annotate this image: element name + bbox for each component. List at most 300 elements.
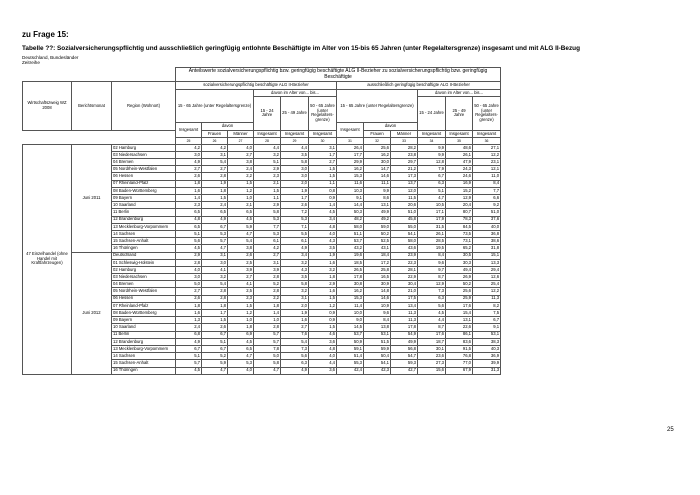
value-cell: 1,6 (309, 259, 337, 266)
value-cell: 15,4 (446, 310, 473, 317)
value-cell: 1,8 (202, 302, 228, 309)
svp-maenner: Männer (228, 130, 254, 138)
value-cell: 13,1 (364, 202, 391, 209)
region-cell: 09 Bayern (112, 195, 176, 202)
value-cell: 8,6 (364, 195, 391, 202)
value-cell: 3,9 (228, 266, 254, 273)
value-cell: 4,9 (281, 367, 309, 374)
region-cell: 08 Baden-Württemberg (112, 187, 176, 194)
value-cell: 29,9 (337, 159, 364, 166)
value-cell: 7,3 (418, 288, 446, 295)
svp-age-50: 50 - 65 Jahre (unter Regelalters-grenze) (309, 97, 337, 131)
value-cell: 4,5 (176, 245, 202, 252)
value-cell: 3,0 (202, 259, 228, 266)
value-cell: 3,5 (281, 151, 309, 158)
value-cell: 5,4 (202, 159, 228, 166)
col-wz-header: Wirtschaftszweig WZ 2008 (23, 82, 72, 131)
value-cell: 51,0 (391, 209, 418, 216)
column-number: 29 (281, 138, 309, 145)
value-cell: 43,2 (337, 245, 364, 252)
value-cell: 1,1 (309, 180, 337, 187)
column-number: 25 (176, 138, 202, 145)
value-cell: 77,0 (446, 360, 473, 367)
agb-age-15-65: 15 - 65 Jahre (unter Regelaltersgrenze) (337, 89, 418, 123)
value-cell: 10,3 (337, 187, 364, 194)
region-cell: 03 Niedersachsen (112, 151, 176, 158)
value-cell: 2,2 (228, 173, 254, 180)
value-cell: 6,7 (202, 331, 228, 338)
value-cell: 6,3 (281, 360, 309, 367)
page-number: 25 (667, 427, 674, 433)
value-cell: 5,3 (202, 230, 228, 237)
value-cell: 3,1 (202, 151, 228, 158)
value-cell: 4,5 (418, 310, 446, 317)
value-cell: 53,1 (364, 331, 391, 338)
value-cell: 53,7 (337, 331, 364, 338)
value-cell: 6,7 (473, 317, 501, 324)
value-cell: 4,0 (309, 353, 337, 360)
value-cell: 1,5 (202, 317, 228, 324)
value-cell: 2,7 (228, 151, 254, 158)
value-cell: 6,5 (228, 345, 254, 352)
value-cell: 16,5 (364, 274, 391, 281)
value-cell: 2,8 (254, 288, 281, 295)
value-cell: 2,7 (309, 159, 337, 166)
value-cell: 12,2 (473, 151, 501, 158)
value-cell: 14,6 (364, 173, 391, 180)
region-cell: 16 Thüringen (112, 245, 176, 252)
value-cell: 36,8 (473, 230, 501, 237)
value-cell: 16,2 (337, 166, 364, 173)
value-cell: 2,6 (202, 324, 228, 331)
value-cell: 6,7 (176, 345, 202, 352)
value-cell: 14,4 (337, 202, 364, 209)
value-cell: 3,0 (176, 274, 202, 281)
value-cell: 9,7 (418, 266, 446, 273)
svp-age-15-65: 15 - 65 Jahre (unter Regelaltersgrenze) (176, 89, 254, 123)
col-month-header: Berichtsmonat (72, 82, 112, 131)
value-cell: 1,5 (228, 180, 254, 187)
value-cell: 3,4 (309, 216, 337, 223)
value-cell: 1,8 (309, 274, 337, 281)
value-cell: 12,6 (473, 274, 501, 281)
value-cell: 83,6 (446, 338, 473, 345)
value-cell: 8,4 (364, 317, 391, 324)
value-cell: 2,0 (281, 180, 309, 187)
value-cell: 51,5 (364, 338, 391, 345)
value-cell: 86,1 (446, 331, 473, 338)
value-cell: 5,3 (254, 216, 281, 223)
value-cell: 2,7 (281, 324, 309, 331)
value-cell: 31,5 (418, 223, 446, 230)
value-cell: 26,4 (337, 144, 364, 151)
value-cell: 42,3 (364, 367, 391, 374)
column-number: 33 (391, 138, 418, 145)
value-cell: 37,6 (473, 216, 501, 223)
value-cell: 1,5 (309, 295, 337, 302)
region-cell: 06 Hessen (112, 295, 176, 302)
value-cell: 15,3 (337, 173, 364, 180)
value-cell: 6,7 (202, 345, 228, 352)
value-cell: 6,7 (418, 173, 446, 180)
value-cell: 38,3 (473, 338, 501, 345)
value-cell: 58,0 (391, 238, 418, 245)
value-cell: 5,6 (281, 353, 309, 360)
value-cell: 84,5 (446, 223, 473, 230)
region-cell: 11 Berlin (112, 209, 176, 216)
value-cell: 4,9 (202, 216, 228, 223)
column-number: 30 (309, 138, 337, 145)
value-cell: 5,8 (281, 159, 309, 166)
value-cell: 7,1 (281, 223, 309, 230)
value-cell: 2,8 (202, 173, 228, 180)
value-cell: 31,8 (473, 245, 501, 252)
value-cell: 1,8 (176, 302, 202, 309)
value-cell: 23,6 (418, 353, 446, 360)
value-cell: 4,8 (309, 223, 337, 230)
value-cell: 2,3 (176, 202, 202, 209)
value-cell: 1,6 (176, 187, 202, 194)
value-cell: 54,9 (391, 331, 418, 338)
value-cell: 17,6 (446, 302, 473, 309)
value-cell: 50,3 (337, 209, 364, 216)
value-cell: 16,9 (446, 180, 473, 187)
value-cell: 4,9 (281, 245, 309, 252)
value-cell: 1,9 (281, 187, 309, 194)
value-cell: 17,5 (391, 295, 418, 302)
region-cell: 12 Brandenburg (112, 338, 176, 345)
svp-frauen: Frauen (202, 130, 228, 138)
value-cell: 8,4 (473, 180, 501, 187)
value-cell: 2,7 (254, 252, 281, 259)
value-cell: 3,6 (309, 338, 337, 345)
value-cell: 1,3 (176, 317, 202, 324)
value-cell: 9,6 (418, 259, 446, 266)
value-cell: 1,4 (254, 310, 281, 317)
value-cell: 25,8 (364, 266, 391, 273)
value-cell: 5,8 (281, 281, 309, 288)
column-number: 28 (254, 138, 281, 145)
value-cell: 15,6 (418, 367, 446, 374)
value-cell: 2,2 (254, 295, 281, 302)
value-cell: 10,9 (364, 302, 391, 309)
value-cell: 30,0 (364, 159, 391, 166)
value-cell: 45,8 (391, 216, 418, 223)
value-cell: 7,8 (254, 345, 281, 352)
value-cell: 59,3 (391, 360, 418, 367)
value-cell: 5,5 (281, 230, 309, 237)
value-cell: 11,5 (391, 195, 418, 202)
value-cell: 5,3 (254, 230, 281, 237)
main-header: Anteilswerte sozialversicherungspflichtig bzw. geringfügig beschäftigte ALG II-Bezieher zu sozialversicherungspflichtig bzw. geringfügig Beschäftigte (176, 68, 501, 82)
value-cell: 24,6 (446, 173, 473, 180)
value-cell: 2,4 (228, 166, 254, 173)
region-cell: 14 Sachsen (112, 353, 176, 360)
value-cell: 3,2 (281, 288, 309, 295)
value-cell: 3,8 (228, 159, 254, 166)
value-cell: 1,2 (228, 310, 254, 317)
value-cell: 50,2 (364, 230, 391, 237)
value-cell: 6,5 (202, 209, 228, 216)
value-cell: 28,1 (391, 266, 418, 273)
value-cell: 51,4 (337, 353, 364, 360)
value-cell: 15,3 (337, 295, 364, 302)
value-cell: 17,3 (391, 173, 418, 180)
value-cell: 13,1 (446, 317, 473, 324)
value-cell: 3,9 (254, 266, 281, 273)
value-cell: 59,9 (364, 345, 391, 352)
region-cell: 04 Bremen (112, 159, 176, 166)
value-cell: 4,1 (228, 281, 254, 288)
value-cell: 7,7 (473, 187, 501, 194)
value-cell: 2,7 (202, 166, 228, 173)
value-cell: 4,6 (309, 331, 337, 338)
column-number: 36 (473, 138, 501, 145)
value-cell: 4,9 (176, 159, 202, 166)
value-cell: 2,3 (228, 295, 254, 302)
value-cell: 30,4 (391, 281, 418, 288)
value-cell: 0,9 (309, 310, 337, 317)
region-cell: 14 Sachsen (112, 230, 176, 237)
value-cell: 2,8 (176, 259, 202, 266)
value-cell: 59,1 (337, 345, 364, 352)
value-cell: 11,6 (337, 180, 364, 187)
value-cell: 0,9 (309, 317, 337, 324)
region-cell: 12 Brandenburg (112, 216, 176, 223)
value-cell: 76,8 (446, 353, 473, 360)
value-cell: 3,2 (202, 274, 228, 281)
value-cell: 17,9 (418, 216, 446, 223)
value-cell: 73,1 (446, 238, 473, 245)
value-cell: 3,4 (281, 252, 309, 259)
value-cell: 12,8 (418, 159, 446, 166)
value-cell: 2,9 (309, 281, 337, 288)
column-number: 32 (364, 138, 391, 145)
value-cell: 6,8 (176, 331, 202, 338)
region-cell: 15 Sachsen-Anhalt (112, 360, 176, 367)
value-cell: 5,4 (228, 238, 254, 245)
value-cell: 8,2 (473, 302, 501, 309)
value-cell: 1,1 (254, 195, 281, 202)
page-heading: zu Frage 15: (22, 30, 69, 39)
agb-age-25-49-ins: Insgesamt (446, 130, 473, 138)
value-cell: 14,8 (364, 288, 391, 295)
value-cell: 17,8 (391, 324, 418, 331)
value-cell: 7,9 (418, 166, 446, 173)
value-cell: 56,8 (391, 345, 418, 352)
value-cell: 4,4 (309, 360, 337, 367)
value-cell: 9,0 (337, 317, 364, 324)
value-cell: 28,2 (391, 144, 418, 151)
value-cell: 5,7 (176, 360, 202, 367)
value-cell: 17,2 (364, 259, 391, 266)
value-cell: 2,6 (176, 173, 202, 180)
agb-davon: davon (364, 123, 418, 131)
value-cell: 9,9 (418, 144, 446, 151)
value-cell: 17,7 (337, 151, 364, 158)
value-cell: 1,7 (309, 151, 337, 158)
value-cell: 52,5 (364, 238, 391, 245)
value-cell: 26,1 (418, 230, 446, 237)
svp-age-25-49: 25 - 49 Jahre (281, 97, 309, 131)
value-cell: 54,7 (391, 353, 418, 360)
value-cell: 48,2 (337, 216, 364, 223)
value-cell: 1,5 (228, 302, 254, 309)
value-cell: 12,2 (473, 288, 501, 295)
agb-age-25-49: 25 - 49 Jahre (446, 97, 473, 131)
value-cell: 3,2 (254, 151, 281, 158)
value-cell: 3,5 (309, 245, 337, 252)
value-cell: 49,9 (364, 209, 391, 216)
value-cell: 4,8 (176, 216, 202, 223)
value-cell: 3,0 (281, 166, 309, 173)
value-cell: 20,4 (446, 202, 473, 209)
value-cell: 1,0 (228, 195, 254, 202)
value-cell: 5,8 (254, 360, 281, 367)
value-cell: 4,0 (228, 144, 254, 151)
value-cell: 11,3 (473, 295, 501, 302)
region-cell: 05 Nordrhein-Westfalen (112, 166, 176, 173)
value-cell: 5,3 (281, 216, 309, 223)
value-cell: 1,9 (309, 252, 337, 259)
value-cell: 5,2 (202, 353, 228, 360)
value-cell: 7,3 (281, 345, 309, 352)
value-cell: 25,9 (446, 295, 473, 302)
column-number: 27 (228, 138, 254, 145)
value-cell: 5,1 (202, 338, 228, 345)
value-cell: 9,6 (364, 310, 391, 317)
value-cell: 1,5 (202, 195, 228, 202)
value-cell: 0,9 (309, 195, 337, 202)
value-cell: 36,9 (473, 353, 501, 360)
value-cell: 6,1 (254, 238, 281, 245)
value-cell: 59,0 (364, 223, 391, 230)
value-cell: 11,3 (391, 317, 418, 324)
region-cell: 07 Rheinland-Pfalz (112, 302, 176, 309)
value-cell: 49,2 (364, 216, 391, 223)
value-cell: 4,7 (202, 367, 228, 374)
value-cell: 4,4 (418, 317, 446, 324)
svp-insgesamt: Insgesamt (176, 123, 202, 138)
value-cell: 7,7 (254, 223, 281, 230)
value-cell: 1,7 (202, 310, 228, 317)
value-cell: 73,5 (446, 230, 473, 237)
value-cell: 1,9 (281, 310, 309, 317)
value-cell: 91,5 (446, 345, 473, 352)
value-cell: 4,1 (202, 266, 228, 273)
value-cell: 30,3 (446, 259, 473, 266)
value-cell: 2,6 (228, 252, 254, 259)
value-cell: 7,2 (281, 209, 309, 216)
region-cell: 01 Schleswig-Holstein (112, 259, 176, 266)
value-cell: 2,6 (281, 202, 309, 209)
value-cell: 29,4 (473, 266, 501, 273)
value-cell: 5,7 (254, 331, 281, 338)
region-cell: 09 Bayern (112, 317, 176, 324)
value-cell: 4,3 (281, 266, 309, 273)
value-cell: 25,6 (446, 288, 473, 295)
value-cell: 2,8 (202, 295, 228, 302)
value-cell: 1,6 (281, 317, 309, 324)
value-cell: 15,2 (446, 187, 473, 194)
value-cell: 53,1 (473, 331, 501, 338)
value-cell: 4,2 (202, 144, 228, 151)
value-cell: 2,5 (228, 259, 254, 266)
value-cell: 1,0 (228, 317, 254, 324)
value-cell: 9,9 (418, 151, 446, 158)
value-cell: 42,4 (337, 367, 364, 374)
value-cell: 1,9 (202, 180, 228, 187)
value-cell: 1,7 (281, 195, 309, 202)
agb-insgesamt: Insgesamt (337, 123, 364, 138)
value-cell: 30,5 (446, 252, 473, 259)
value-cell: 50,2 (446, 281, 473, 288)
region-cell: 10 Saarland (112, 324, 176, 331)
value-cell: 1,5 (309, 324, 337, 331)
agb-davon-alter: davon im Alter von... bis... (418, 89, 501, 97)
value-cell: 67,9 (446, 367, 473, 374)
value-cell: 16,2 (364, 151, 391, 158)
value-cell: 8,7 (418, 274, 446, 281)
value-cell: 27,3 (418, 360, 446, 367)
value-cell: 14,7 (364, 166, 391, 173)
value-cell: 65,2 (446, 245, 473, 252)
value-cell: 5,1 (254, 159, 281, 166)
value-cell: 5,4 (281, 338, 309, 345)
value-cell: 9,2 (473, 202, 501, 209)
region-cell: 06 Hessen (112, 173, 176, 180)
value-cell: 30,1 (418, 345, 446, 352)
region-cell: 08 Baden-Württemberg (112, 310, 176, 317)
value-cell: 5,2 (254, 281, 281, 288)
value-cell: 2,3 (254, 173, 281, 180)
value-cell: 30,8 (337, 281, 364, 288)
value-cell: 49,9 (391, 338, 418, 345)
value-cell: 26,9 (446, 274, 473, 281)
value-cell: 3,2 (309, 266, 337, 273)
value-cell: 19,6 (337, 252, 364, 259)
value-cell: 9,1 (473, 324, 501, 331)
region-cell: 10 Saarland (112, 202, 176, 209)
value-cell: 2,9 (254, 166, 281, 173)
value-cell: 6,6 (473, 195, 501, 202)
value-cell: 43,1 (364, 245, 391, 252)
value-cell: 3,1 (254, 259, 281, 266)
value-cell: 48,6 (446, 144, 473, 151)
value-cell: 2,7 (176, 166, 202, 173)
value-cell: 40,0 (473, 223, 501, 230)
value-cell: 4,8 (309, 345, 337, 352)
value-cell: 3,0 (281, 173, 309, 180)
value-cell: 55,0 (391, 223, 418, 230)
value-cell: 5,7 (202, 238, 228, 245)
value-cell: 16,2 (337, 288, 364, 295)
value-cell: 1,4 (176, 195, 202, 202)
value-cell: 13,4 (391, 302, 418, 309)
value-cell: 4,0 (309, 230, 337, 237)
value-cell: 18,5 (337, 259, 364, 266)
value-cell: 7,5 (473, 310, 501, 317)
value-cell: 15,1 (473, 252, 501, 259)
col-region-header: Region (Wohnort) (112, 82, 176, 131)
region-cell: 13 Mecklenburg-Vorpommern (112, 345, 176, 352)
value-cell: 27,1 (473, 144, 501, 151)
value-cell: 18,7 (418, 338, 446, 345)
value-cell: 20,6 (391, 202, 418, 209)
value-cell: 11,0 (473, 173, 501, 180)
value-cell: 8,7 (418, 324, 446, 331)
value-cell: 2,4 (202, 202, 228, 209)
